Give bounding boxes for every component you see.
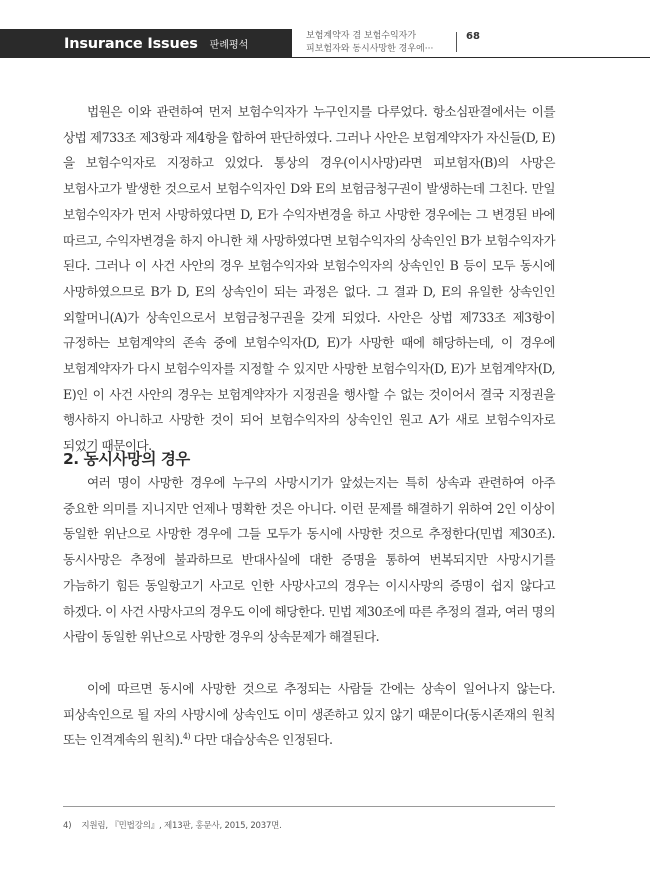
header-rule	[292, 57, 650, 58]
footnote-number: 4)	[63, 821, 72, 831]
running-title	[306, 30, 446, 56]
paragraph-3-end: 다만 대습상속은 인정된다.	[190, 732, 333, 748]
body-paragraph-3	[63, 676, 555, 753]
section-heading: 2. 동시사망의 경우	[63, 450, 190, 468]
header-bar	[0, 29, 292, 58]
footnote-text: 지원림, 『민법강의』, 제13판, 홍문사, 2015, 2037면.	[81, 821, 282, 831]
footnote-reference[interactable]: 4)	[182, 732, 191, 742]
body-paragraph-1: 법원은 이와 관련하여 먼저 보험수익자가 누구인지를 다루었다. 항소심판결에서는 이를 상법 제733조 제3항과 제4항을 합하여 판단하였다. 그러나 사안은 보험계약자가 자신들(D, E)을 보험수익자로 지정하고 있었다. 통상의 경우(이시사망)라면 피보험자(B)의 사망은 보험사고가 발생한 것으로서 보험수익자인 D와 E의 보험금청구권이 발생하는데 그친다. 만일 보험수익자가 먼저 사망하였다면 D, E가 수익자변경을 하고 사망한 경우에는 그 변경된 바에 따르고, 수익자변경을 하지 아니한 채 사망하였다면 보험수익자의 상속인인 B가 보험수익자가 된다. 그러나 이 사건 사안의 경우 보험수익자와 보험수익자의 상속인인 B 등이 모두 동시에 사망하였으므로 B가 D, E의 상속인이 되는 과정은 없다. 그 결과 D, E의 유일한 상속인인 외할머니(A)가 상속인으로서 보험금청구권을 갖게 되었다. 사안은 상법 제733조 제3항이 규정하는 보험계약의 존속 중에 보험수익자(D, E)가 사망한 때에 해당하는데, 이 경우에 보험계약자가 다시 보험수익자를 지정할 수 있지만 사망한 보험수익자(D, E)가 보험계약자(D, E)인 이 사건 사안의 경우는 보험계약자가 지정권을 행사할 수 없는 것이어서 결국 지정권을 행사하지 아니하고 사망한 것이 되어 보험수익자의 상속인인 원고 A가 새로 보험수익자로 되었기 때문이다.	[63, 104, 555, 454]
page-number: 68	[466, 31, 480, 42]
body-paragraph-2: 여러 명이 사망한 경우에 누구의 사망시기가 앞섰는지는 특히 상속과 관련하여 아주 중요한 의미를 지니지만 언제나 명확한 것은 아니다. 이런 문제를 해결하기 위하여 2인 이상이 동일한 위난으로 사망한 경우에 그들 모두가 동시에 사망한 것으로 추정한다(민법 제30조). 동시사망은 추정에 불과하므로 반대사실에 대한 증명을 통하여 번복되지만 사망시기를 가늠하기 힘든 동일항고기 사고로 인한 사망사고의 경우는 이시사망의 증명이 쉽지 않다고 하겠다. 이 사건 사망사고의 경우도 이에 해당한다. 민법 제30조에 따른 추정의 결과, 여러 명의 사람이 동일한 위난으로 사망한 경우의 상속문제가 해결된다.	[63, 475, 555, 645]
running-title-line-2: 피보험자와 동시사망한 경우에···	[306, 44, 434, 54]
magazine-title: Insurance Issues	[64, 35, 198, 52]
running-title-line-1: 보험계약자 겸 보험수익자가	[306, 31, 417, 41]
header-separator	[456, 32, 457, 52]
section-label: 판례평석	[209, 40, 249, 51]
paragraph-3-text: 이에 따르면 동시에 사망한 것으로 추정되는 사람들 간에는 상속이 일어나지 않는다. 피상속인으로 될 자의 사망시에 상속인도 이미 생존하고 있지 않기 때문이다(동시존재의 원칙 또는 인격계속의 원칙).	[63, 681, 555, 748]
footnote	[63, 819, 282, 831]
footnote-rule	[63, 806, 555, 807]
